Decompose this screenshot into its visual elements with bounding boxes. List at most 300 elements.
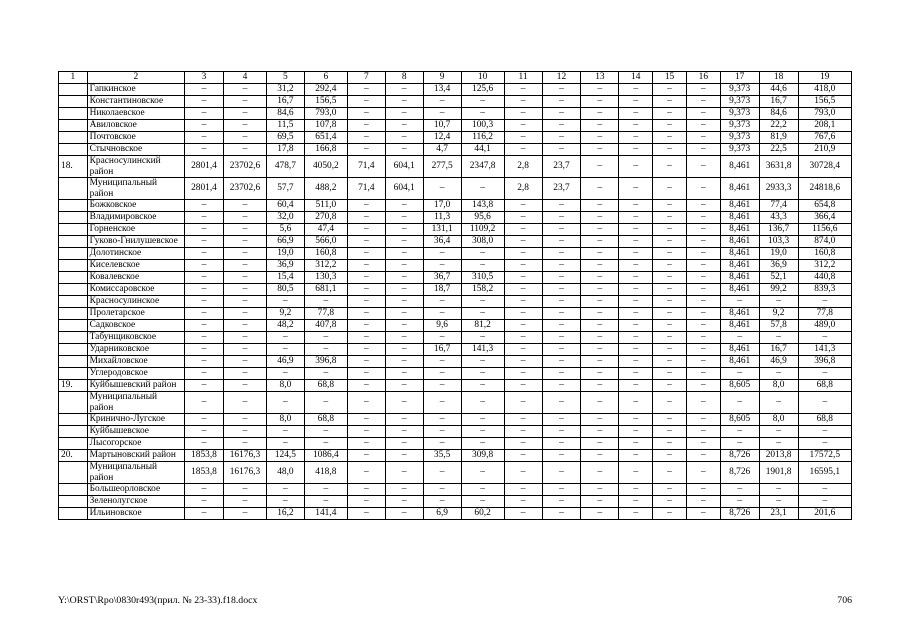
value-cell: – bbox=[619, 108, 653, 120]
value-cell: – bbox=[347, 200, 385, 212]
value-cell: – bbox=[504, 344, 542, 356]
value-cell: – bbox=[686, 308, 720, 320]
value-cell: 16,7 bbox=[266, 96, 304, 108]
value-cell: – bbox=[223, 224, 266, 236]
value-cell: – bbox=[542, 260, 581, 272]
territory-name-cell: Владимировское bbox=[87, 212, 184, 224]
value-cell: – bbox=[423, 484, 461, 496]
value-cell: 489,0 bbox=[798, 320, 851, 332]
value-cell: – bbox=[619, 392, 653, 414]
value-cell: – bbox=[385, 224, 423, 236]
value-cell: 136,7 bbox=[759, 224, 798, 236]
value-cell: – bbox=[798, 484, 851, 496]
value-cell: 8,0 bbox=[759, 380, 798, 392]
territory-name-cell: Ударниковское bbox=[87, 344, 184, 356]
value-cell: 44,1 bbox=[461, 144, 504, 156]
value-cell: – bbox=[223, 296, 266, 308]
value-cell: – bbox=[619, 438, 653, 450]
value-cell: – bbox=[185, 308, 224, 320]
table-row bbox=[59, 236, 852, 248]
value-cell: – bbox=[461, 426, 504, 438]
value-cell: – bbox=[304, 392, 347, 414]
value-cell: 22,5 bbox=[759, 144, 798, 156]
value-cell: – bbox=[653, 496, 687, 508]
value-cell: – bbox=[653, 132, 687, 144]
value-cell: – bbox=[542, 368, 581, 380]
value-cell: – bbox=[653, 332, 687, 344]
value-cell: – bbox=[686, 462, 720, 484]
territory-name-cell: Муниципальный район bbox=[87, 392, 184, 414]
value-cell: – bbox=[686, 212, 720, 224]
value-cell: – bbox=[185, 380, 224, 392]
value-cell: – bbox=[385, 462, 423, 484]
value-cell: 95,6 bbox=[461, 212, 504, 224]
row-number-cell: 18. bbox=[59, 156, 88, 178]
column-number-cell: 19 bbox=[798, 72, 851, 84]
table-row bbox=[59, 120, 852, 132]
value-cell: – bbox=[223, 414, 266, 426]
value-cell: – bbox=[653, 272, 687, 284]
value-cell: – bbox=[686, 156, 720, 178]
row-number-cell bbox=[59, 144, 88, 156]
value-cell: – bbox=[686, 320, 720, 332]
value-cell: – bbox=[759, 438, 798, 450]
value-cell: – bbox=[686, 200, 720, 212]
value-cell: 36,7 bbox=[423, 272, 461, 284]
value-cell: – bbox=[185, 212, 224, 224]
value-cell: – bbox=[185, 296, 224, 308]
value-cell: – bbox=[223, 508, 266, 520]
value-cell: 9,373 bbox=[720, 144, 759, 156]
value-cell: 160,8 bbox=[304, 248, 347, 260]
value-cell: – bbox=[720, 368, 759, 380]
value-cell: 2347,8 bbox=[461, 156, 504, 178]
value-cell: – bbox=[347, 368, 385, 380]
value-cell: 511,0 bbox=[304, 200, 347, 212]
value-cell: – bbox=[581, 224, 619, 236]
value-cell: – bbox=[619, 320, 653, 332]
value-cell: – bbox=[423, 178, 461, 200]
value-cell: 13,4 bbox=[423, 84, 461, 96]
value-cell: – bbox=[581, 414, 619, 426]
value-cell: – bbox=[504, 84, 542, 96]
value-cell: – bbox=[185, 356, 224, 368]
value-cell: – bbox=[385, 368, 423, 380]
value-cell: – bbox=[223, 120, 266, 132]
value-cell: 47,4 bbox=[304, 224, 347, 236]
table-row bbox=[59, 356, 852, 368]
column-number-cell: 2 bbox=[87, 72, 184, 84]
value-cell: – bbox=[223, 84, 266, 96]
value-cell: – bbox=[581, 368, 619, 380]
territory-name-cell: Пролетарское bbox=[87, 308, 184, 320]
value-cell: – bbox=[504, 212, 542, 224]
value-cell: 312,2 bbox=[304, 260, 347, 272]
value-cell: – bbox=[542, 508, 581, 520]
value-cell: 103,3 bbox=[759, 236, 798, 248]
value-cell: – bbox=[759, 426, 798, 438]
value-cell: – bbox=[581, 144, 619, 156]
value-cell: – bbox=[653, 144, 687, 156]
value-cell: 141,3 bbox=[798, 344, 851, 356]
value-cell: – bbox=[759, 368, 798, 380]
row-number-cell bbox=[59, 132, 88, 144]
value-cell: 308,0 bbox=[461, 236, 504, 248]
value-cell: – bbox=[185, 438, 224, 450]
value-cell: – bbox=[581, 132, 619, 144]
value-cell: – bbox=[798, 496, 851, 508]
column-number-cell: 4 bbox=[223, 72, 266, 84]
value-cell: – bbox=[619, 272, 653, 284]
value-cell: – bbox=[461, 296, 504, 308]
value-cell: – bbox=[619, 344, 653, 356]
value-cell: – bbox=[542, 96, 581, 108]
value-cell: – bbox=[581, 426, 619, 438]
value-cell: – bbox=[223, 144, 266, 156]
value-cell: – bbox=[347, 296, 385, 308]
value-cell: – bbox=[347, 356, 385, 368]
value-cell: – bbox=[461, 308, 504, 320]
value-cell: – bbox=[686, 450, 720, 462]
territory-name-cell: Садковское bbox=[87, 320, 184, 332]
value-cell: – bbox=[185, 144, 224, 156]
value-cell: – bbox=[720, 496, 759, 508]
value-cell: – bbox=[619, 224, 653, 236]
value-cell: – bbox=[385, 272, 423, 284]
value-cell: – bbox=[653, 212, 687, 224]
value-cell: 8,605 bbox=[720, 380, 759, 392]
value-cell: – bbox=[223, 332, 266, 344]
value-cell: – bbox=[385, 236, 423, 248]
value-cell: 16176,3 bbox=[223, 462, 266, 484]
value-cell: – bbox=[347, 392, 385, 414]
value-cell: – bbox=[619, 380, 653, 392]
column-number-cell: 7 bbox=[347, 72, 385, 84]
territory-name-cell: Мартыновский район bbox=[87, 450, 184, 462]
row-number-cell bbox=[59, 426, 88, 438]
value-cell: – bbox=[759, 296, 798, 308]
value-cell: – bbox=[223, 272, 266, 284]
table-row bbox=[59, 200, 852, 212]
value-cell: 8,461 bbox=[720, 236, 759, 248]
value-cell: – bbox=[347, 260, 385, 272]
value-cell: – bbox=[423, 108, 461, 120]
value-cell: 19,0 bbox=[266, 248, 304, 260]
row-number-cell bbox=[59, 414, 88, 426]
value-cell: – bbox=[347, 84, 385, 96]
value-cell: 2,8 bbox=[504, 178, 542, 200]
value-cell: – bbox=[504, 426, 542, 438]
value-cell: – bbox=[542, 224, 581, 236]
value-cell: – bbox=[542, 308, 581, 320]
value-cell: – bbox=[759, 484, 798, 496]
value-cell: – bbox=[619, 144, 653, 156]
value-cell: – bbox=[619, 450, 653, 462]
value-cell: – bbox=[504, 248, 542, 260]
value-cell: 160,8 bbox=[798, 248, 851, 260]
value-cell: – bbox=[542, 320, 581, 332]
value-cell: 36,4 bbox=[423, 236, 461, 248]
value-cell: – bbox=[542, 284, 581, 296]
value-cell: – bbox=[266, 438, 304, 450]
value-cell: – bbox=[304, 496, 347, 508]
value-cell: – bbox=[423, 496, 461, 508]
row-number-cell bbox=[59, 108, 88, 120]
value-cell: – bbox=[653, 450, 687, 462]
value-cell: 8,461 bbox=[720, 284, 759, 296]
value-cell: – bbox=[223, 284, 266, 296]
value-cell: – bbox=[347, 308, 385, 320]
value-cell: 80,5 bbox=[266, 284, 304, 296]
value-cell: – bbox=[581, 236, 619, 248]
value-cell: 651,4 bbox=[304, 132, 347, 144]
value-cell: – bbox=[385, 450, 423, 462]
value-cell: 68,8 bbox=[798, 414, 851, 426]
value-cell: – bbox=[385, 296, 423, 308]
value-cell: – bbox=[223, 344, 266, 356]
value-cell: 77,4 bbox=[759, 200, 798, 212]
value-cell: 488,2 bbox=[304, 178, 347, 200]
value-cell: – bbox=[266, 392, 304, 414]
value-cell: – bbox=[461, 248, 504, 260]
row-number-cell bbox=[59, 308, 88, 320]
value-cell: – bbox=[223, 320, 266, 332]
value-cell: – bbox=[504, 236, 542, 248]
value-cell: – bbox=[185, 496, 224, 508]
row-number-cell bbox=[59, 484, 88, 496]
value-cell: 8,461 bbox=[720, 308, 759, 320]
table-row bbox=[59, 332, 852, 344]
territory-name-cell: Горненское bbox=[87, 224, 184, 236]
value-cell: 8,461 bbox=[720, 272, 759, 284]
value-cell: – bbox=[504, 120, 542, 132]
value-cell: 46,9 bbox=[266, 356, 304, 368]
table-row bbox=[59, 132, 852, 144]
value-cell: 23,7 bbox=[542, 156, 581, 178]
value-cell: – bbox=[581, 200, 619, 212]
value-cell: – bbox=[266, 332, 304, 344]
value-cell: 141,4 bbox=[304, 508, 347, 520]
value-cell: – bbox=[720, 426, 759, 438]
value-cell: – bbox=[223, 484, 266, 496]
value-cell: – bbox=[686, 484, 720, 496]
value-cell: – bbox=[542, 414, 581, 426]
value-cell: – bbox=[720, 332, 759, 344]
value-cell: – bbox=[686, 296, 720, 308]
value-cell: – bbox=[504, 200, 542, 212]
value-cell: – bbox=[619, 426, 653, 438]
value-cell: – bbox=[759, 392, 798, 414]
value-cell: 8,726 bbox=[720, 450, 759, 462]
value-cell: – bbox=[542, 84, 581, 96]
value-cell: 8,461 bbox=[720, 200, 759, 212]
value-cell: – bbox=[423, 248, 461, 260]
value-cell: – bbox=[185, 426, 224, 438]
value-cell: – bbox=[581, 178, 619, 200]
value-cell: 158,2 bbox=[461, 284, 504, 296]
value-cell: – bbox=[223, 356, 266, 368]
value-cell: – bbox=[347, 236, 385, 248]
territory-name-cell: Гуково-Гнилушевское bbox=[87, 236, 184, 248]
value-cell: – bbox=[304, 344, 347, 356]
value-cell: – bbox=[581, 248, 619, 260]
value-cell: 46,9 bbox=[759, 356, 798, 368]
value-cell: – bbox=[461, 356, 504, 368]
value-cell: – bbox=[347, 224, 385, 236]
column-number-cell: 1 bbox=[59, 72, 88, 84]
territory-name-cell: Муниципальный район bbox=[87, 178, 184, 200]
value-cell: – bbox=[686, 438, 720, 450]
row-number-cell bbox=[59, 284, 88, 296]
value-cell: 156,5 bbox=[304, 96, 347, 108]
value-cell: – bbox=[686, 332, 720, 344]
value-cell: – bbox=[619, 156, 653, 178]
value-cell: 9,2 bbox=[266, 308, 304, 320]
value-cell: 16,7 bbox=[759, 96, 798, 108]
column-number-cell: 12 bbox=[542, 72, 581, 84]
value-cell: – bbox=[185, 284, 224, 296]
value-cell: – bbox=[581, 484, 619, 496]
value-cell: – bbox=[504, 296, 542, 308]
value-cell: 201,6 bbox=[798, 508, 851, 520]
header-row bbox=[59, 72, 852, 84]
table-row bbox=[59, 260, 852, 272]
value-cell: – bbox=[542, 462, 581, 484]
territory-name-cell: Гапкинское bbox=[87, 84, 184, 96]
value-cell: – bbox=[542, 450, 581, 462]
value-cell: 478,7 bbox=[266, 156, 304, 178]
column-number-cell: 17 bbox=[720, 72, 759, 84]
table-row bbox=[59, 320, 852, 332]
value-cell: – bbox=[385, 380, 423, 392]
value-cell: – bbox=[653, 414, 687, 426]
value-cell: – bbox=[347, 248, 385, 260]
value-cell: – bbox=[619, 120, 653, 132]
value-cell: – bbox=[619, 212, 653, 224]
value-cell: – bbox=[223, 392, 266, 414]
value-cell: 77,8 bbox=[798, 308, 851, 320]
value-cell: 44,6 bbox=[759, 84, 798, 96]
value-cell: – bbox=[423, 296, 461, 308]
value-cell: – bbox=[385, 120, 423, 132]
row-number-cell bbox=[59, 272, 88, 284]
value-cell: 81,9 bbox=[759, 132, 798, 144]
value-cell: 77,8 bbox=[304, 308, 347, 320]
value-cell: – bbox=[653, 426, 687, 438]
value-cell: – bbox=[581, 450, 619, 462]
value-cell: – bbox=[542, 392, 581, 414]
column-number-cell: 9 bbox=[423, 72, 461, 84]
value-cell: – bbox=[504, 272, 542, 284]
value-cell: 68,8 bbox=[304, 380, 347, 392]
row-number-cell bbox=[59, 508, 88, 520]
table-row bbox=[59, 450, 852, 462]
value-cell: – bbox=[619, 496, 653, 508]
value-cell: – bbox=[304, 426, 347, 438]
table-row bbox=[59, 496, 852, 508]
value-cell: – bbox=[185, 272, 224, 284]
column-number-cell: 6 bbox=[304, 72, 347, 84]
value-cell: – bbox=[653, 178, 687, 200]
value-cell: – bbox=[653, 108, 687, 120]
value-cell: – bbox=[653, 392, 687, 414]
value-cell: 18,7 bbox=[423, 284, 461, 296]
table-row bbox=[59, 308, 852, 320]
value-cell: 48,0 bbox=[266, 462, 304, 484]
value-cell: 71,4 bbox=[347, 178, 385, 200]
table-row bbox=[59, 96, 852, 108]
value-cell: – bbox=[461, 368, 504, 380]
value-cell: 1109,2 bbox=[461, 224, 504, 236]
value-cell: – bbox=[347, 462, 385, 484]
value-cell: – bbox=[385, 260, 423, 272]
value-cell: – bbox=[304, 332, 347, 344]
value-cell: 2,8 bbox=[504, 156, 542, 178]
value-cell: 12,4 bbox=[423, 132, 461, 144]
value-cell: – bbox=[653, 260, 687, 272]
row-number-cell bbox=[59, 368, 88, 380]
row-number-cell bbox=[59, 332, 88, 344]
value-cell: – bbox=[653, 284, 687, 296]
territory-name-cell: Стычновское bbox=[87, 144, 184, 156]
value-cell: – bbox=[185, 484, 224, 496]
value-cell: 1853,8 bbox=[185, 450, 224, 462]
value-cell: – bbox=[504, 392, 542, 414]
row-number-cell bbox=[59, 248, 88, 260]
value-cell: – bbox=[504, 380, 542, 392]
value-cell: – bbox=[423, 380, 461, 392]
value-cell: 23702,6 bbox=[223, 156, 266, 178]
value-cell: – bbox=[185, 200, 224, 212]
value-cell: – bbox=[653, 308, 687, 320]
value-cell: – bbox=[542, 120, 581, 132]
value-cell: 8,0 bbox=[266, 380, 304, 392]
value-cell: – bbox=[798, 392, 851, 414]
value-cell: 9,6 bbox=[423, 320, 461, 332]
value-cell: 793,0 bbox=[798, 108, 851, 120]
value-cell: 11,5 bbox=[266, 120, 304, 132]
value-cell: – bbox=[347, 426, 385, 438]
value-cell: 292,4 bbox=[304, 84, 347, 96]
value-cell: 11,3 bbox=[423, 212, 461, 224]
column-number-cell: 15 bbox=[653, 72, 687, 84]
value-cell: – bbox=[619, 368, 653, 380]
value-cell: – bbox=[619, 484, 653, 496]
value-cell: – bbox=[686, 248, 720, 260]
value-cell: – bbox=[581, 320, 619, 332]
value-cell: – bbox=[223, 200, 266, 212]
value-cell: 418,0 bbox=[798, 84, 851, 96]
value-cell: – bbox=[266, 426, 304, 438]
value-cell: – bbox=[385, 496, 423, 508]
value-cell: 8,461 bbox=[720, 344, 759, 356]
column-number-cell: 18 bbox=[759, 72, 798, 84]
value-cell: 681,1 bbox=[304, 284, 347, 296]
value-cell: 440,8 bbox=[798, 272, 851, 284]
value-cell: – bbox=[653, 380, 687, 392]
value-cell: – bbox=[686, 414, 720, 426]
value-cell: – bbox=[686, 108, 720, 120]
value-cell: – bbox=[542, 296, 581, 308]
value-cell: 767,6 bbox=[798, 132, 851, 144]
value-cell: – bbox=[581, 438, 619, 450]
value-cell: 130,3 bbox=[304, 272, 347, 284]
territory-name-cell: Табунщиковское bbox=[87, 332, 184, 344]
value-cell: – bbox=[653, 438, 687, 450]
value-cell: – bbox=[542, 380, 581, 392]
value-cell: 793,0 bbox=[304, 108, 347, 120]
value-cell: – bbox=[720, 392, 759, 414]
